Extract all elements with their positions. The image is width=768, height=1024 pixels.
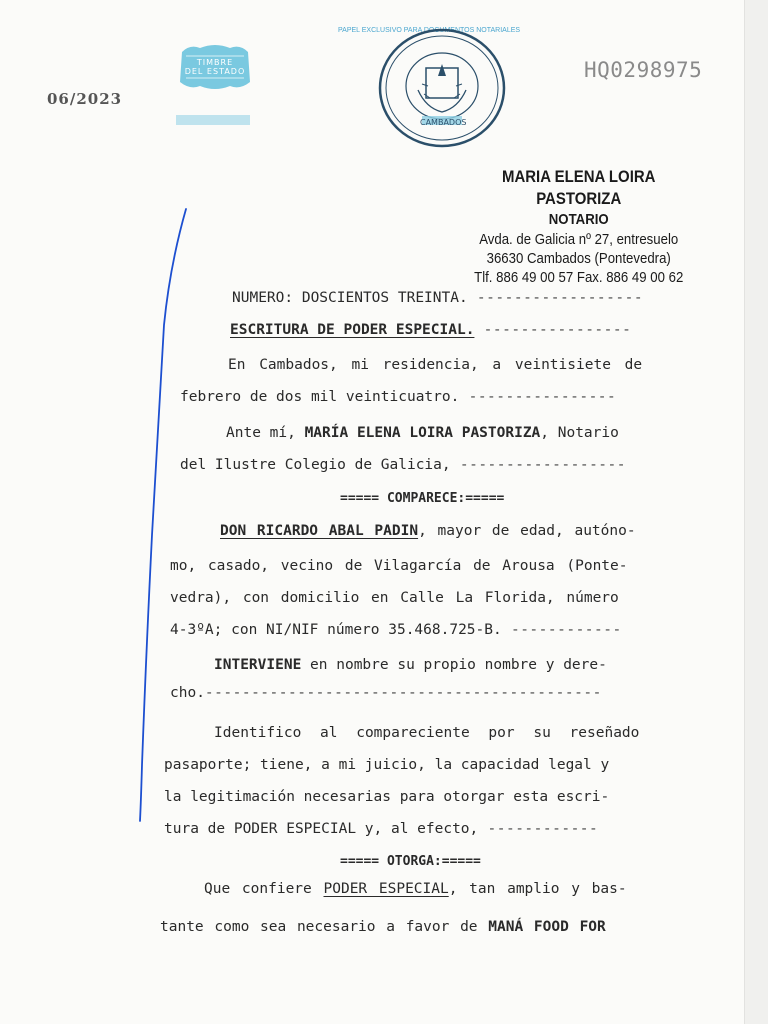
line-text: Que confiere xyxy=(204,881,324,897)
notary-seal-icon xyxy=(376,24,508,148)
filler-dashes: ------------------------------------------- xyxy=(204,685,602,701)
page-edge xyxy=(744,0,768,1024)
text-line xyxy=(232,289,643,307)
notary-address-1: Avda. de Galicia nº 27, entresuelo xyxy=(479,231,679,248)
text-line xyxy=(204,880,627,898)
deed-title: ESCRITURA DE PODER ESPECIAL. xyxy=(230,322,475,338)
text-line: mo, casado, vecino de Vilagarcía de Arousa (Ponte- xyxy=(170,558,628,574)
line-text: 4-3ºA; con NI/NIF número 35.468.725-B. xyxy=(170,622,502,638)
poder-especial-inline: PODER ESPECIAL xyxy=(323,881,449,897)
text-line xyxy=(230,321,631,339)
filler-dashes: ------------------ xyxy=(450,457,626,473)
appearing-party-name: DON RICARDO ABAL PADIN xyxy=(220,523,419,539)
text-line xyxy=(170,621,622,639)
text-line xyxy=(170,684,602,702)
seal-bottom-text: CAMBADOS xyxy=(420,118,467,127)
line-text: cho. xyxy=(170,685,205,701)
line-text: en nombre su propio nombre y dere- xyxy=(301,657,607,673)
line-text: del Ilustre Colegio de Galicia, xyxy=(180,457,451,473)
filler-dashes: ---------------- xyxy=(459,389,617,405)
text-line xyxy=(220,522,636,540)
text-line: En Cambados, mi residencia, a veintisiete de xyxy=(228,357,643,373)
filler-dashes: ------------------ xyxy=(467,290,644,306)
timbre-label xyxy=(182,58,248,76)
text-line xyxy=(164,820,598,838)
line-text: NUMERO: DOSCIENTOS TREINTA. xyxy=(232,290,468,306)
notary-name: MARIA ELENA LOIRA PASTORIZA xyxy=(501,167,656,208)
text-line xyxy=(180,388,616,406)
line-text: tante como sea necesario a favor de xyxy=(160,919,489,935)
serial-number: HQ0298975 xyxy=(584,58,703,82)
filler-dashes: ------------ xyxy=(478,821,599,837)
text-line xyxy=(180,456,626,474)
paper-notice: PAPEL EXCLUSIVO PARA DOCUMENTOS NOTARIALES xyxy=(338,27,521,34)
notary-phone: Tlf. 886 49 00 57 Fax. 886 49 00 62 xyxy=(474,269,684,286)
text-line xyxy=(160,918,606,936)
notary-name-inline: MARÍA ELENA LOIRA PASTORIZA xyxy=(304,425,541,441)
document-date: 06/2023 xyxy=(47,90,123,108)
notary-letterhead xyxy=(474,166,683,287)
beneficiary-name: MANÁ FOOD FOR xyxy=(488,919,606,935)
line-text: febrero de dos mil veinticuatro. xyxy=(180,389,460,405)
section-heading-otorga: ===== OTORGA:===== xyxy=(340,854,481,869)
filler-dashes: ---------------- xyxy=(474,322,632,338)
timbre-line-2: DEL ESTADO xyxy=(184,67,246,76)
line-text: Ante mí, xyxy=(226,425,305,441)
text-line: pasaporte; tiene, a mi juicio, la capacidad legal y xyxy=(164,757,610,773)
section-heading-comparece: ===== COMPARECE:===== xyxy=(340,491,505,506)
notary-title: NOTARIO xyxy=(548,211,609,228)
line-text: tura de PODER ESPECIAL y, al efecto, xyxy=(164,821,479,837)
filler-dashes: ------------ xyxy=(501,622,622,638)
line-text: , tan amplio y bas- xyxy=(448,881,627,897)
margin-pen-line xyxy=(130,205,200,825)
text-line: Identifico al compareciente por su reseñado xyxy=(214,725,640,741)
text-line xyxy=(214,656,607,674)
text-line: vedra), con domicilio en Calle La Florida, número xyxy=(170,590,619,606)
line-text: , Notario xyxy=(540,425,619,441)
line-text: , mayor de edad, autóno- xyxy=(418,523,636,539)
notary-address-2: 36630 Cambados (Pontevedra) xyxy=(486,250,671,267)
timbre-bar xyxy=(176,115,250,125)
interviene-keyword: INTERVIENE xyxy=(214,657,302,673)
timbre-line-1: TIMBRE xyxy=(196,58,234,67)
text-line xyxy=(226,424,619,442)
text-line: la legitimación necesarias para otorgar esta escri- xyxy=(164,789,610,805)
